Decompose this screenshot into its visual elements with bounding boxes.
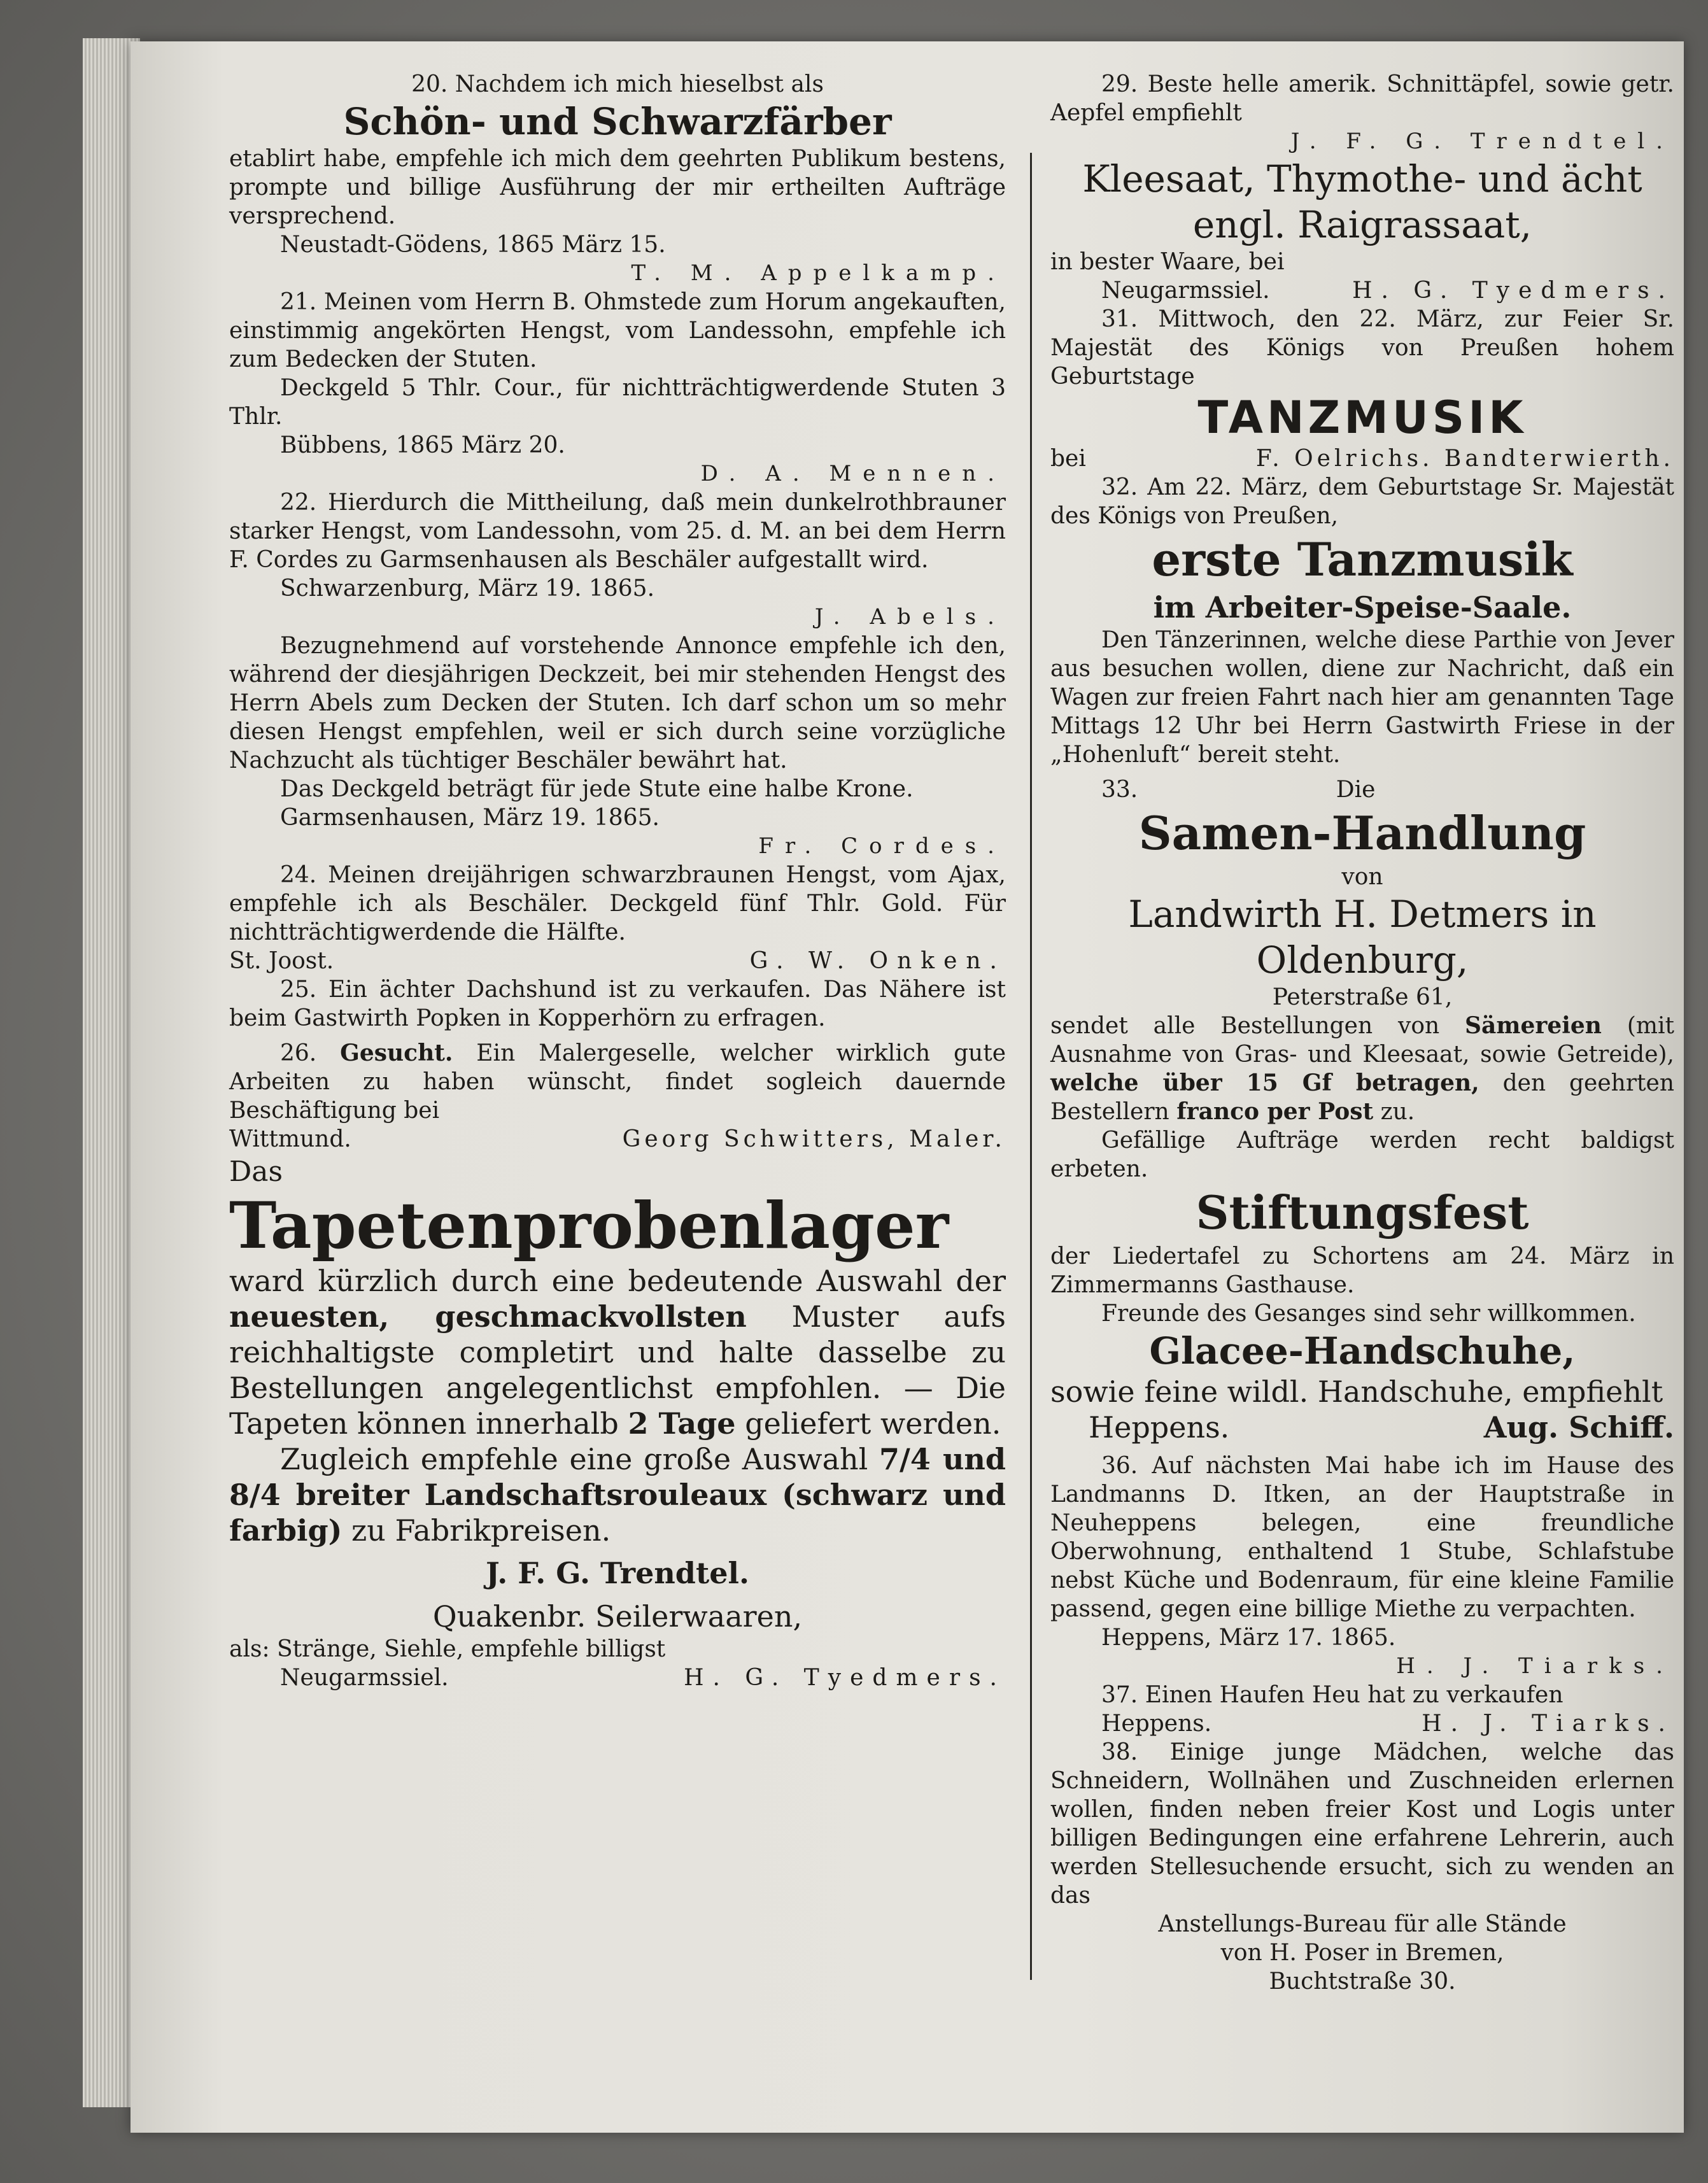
- ad-31-footer: [1050, 444, 1674, 473]
- ad-29-body: 29. Beste helle amerik. Schnittäpfel, sowie getr. Aepfel empfiehlt: [1050, 71, 1674, 126]
- ad-31-bei: bei: [1050, 446, 1086, 472]
- ad-32-title: erste Tanzmusik: [1152, 532, 1573, 586]
- ad-36-signature: H. J. Tiarks.: [1396, 1653, 1674, 1679]
- ad-24-place: St. Joost.: [229, 948, 334, 974]
- ad-24-signature: G. W. Onken.: [749, 948, 1006, 974]
- glacee-body: sowie feine wildl. Handschuhe, empfiehlt: [1050, 1374, 1663, 1409]
- ad-37-footer: [1050, 1709, 1674, 1738]
- ad-29: [1050, 70, 1674, 156]
- ad-25: [229, 975, 1006, 1033]
- ad-33-body-b: (mit Ausnahme von Gras- und Kleesaat, sowie Getreide),: [1050, 1013, 1674, 1068]
- seiler-signature: H. G. Tyedmers.: [684, 1665, 1006, 1691]
- tapeten-das: Das: [229, 1155, 283, 1188]
- stiftungsfest-body: der Liedertafel zu Schortens am 24. März in Zimmermanns Gasthause.: [1050, 1243, 1674, 1298]
- ad-33-body-c: den geehrten Bestellern: [1050, 1070, 1674, 1125]
- ad-31-body: 31. Mittwoch, den 22. März, zur Feier Sr. Majestät des Königs von Preußen hohem Geburtstage: [1050, 306, 1674, 390]
- seiler-body: als: Stränge, Siehle, empfehle billigst: [229, 1636, 666, 1662]
- glacee-footer: [1050, 1409, 1674, 1445]
- ad-33-die: Die: [1336, 777, 1376, 803]
- ad-37: [1050, 1681, 1674, 1738]
- ad-33-von: von: [1341, 864, 1383, 890]
- ad-37-signature: H. J. Tiarks.: [1422, 1711, 1674, 1737]
- ad-33-number: 33.: [1101, 777, 1138, 803]
- ad-37-place: Heppens.: [1101, 1711, 1212, 1737]
- ad-31: [1050, 305, 1674, 473]
- ad-26-place: Wittmund.: [229, 1126, 351, 1152]
- ad-32: [1050, 473, 1674, 769]
- ad-38: [1050, 1738, 1674, 1996]
- ad-22-body: 22. Hierdurch die Mittheilung, daß mein dunkelrothbrauner starker Hengst, vom Landessohn, vom 25. d. M. an bei dem Herrn F. Cordes zu Garmsenhausen als Beschäler aufgestallt wird.: [229, 490, 1006, 573]
- ad-22-fee: Das Deckgeld beträgt für jede Stute eine halbe Krone.: [280, 776, 914, 802]
- ad-kleesaat: [1050, 156, 1674, 305]
- ad-36-place: Heppens, März 17. 1865.: [1101, 1625, 1396, 1651]
- column-divider: [1030, 153, 1032, 1980]
- ad-25-body: 25. Ein ächter Dachshund ist zu verkaufen. Das Nähere ist beim Gastwirth Popken in Kopperhörn zu erfragen.: [229, 977, 1006, 1031]
- ad-38-line2: Anstellungs-Bureau für alle Stände: [1158, 1911, 1567, 1937]
- ad-26: [229, 1039, 1006, 1154]
- left-column: [229, 70, 1006, 1692]
- ad-33-title: Samen-Handlung: [1138, 806, 1586, 860]
- ad-37-body: 37. Einen Haufen Heu hat zu verkaufen: [1101, 1682, 1563, 1708]
- ad-24: [229, 861, 1006, 975]
- tapeten-body: [229, 1263, 1006, 1441]
- ad-20-title: Schön- und Schwarzfärber: [343, 100, 892, 143]
- ad-33-street: Peterstraße 61,: [1272, 984, 1453, 1010]
- ad-22-body2: Bezugnehmend auf vorstehende Annonce empfehle ich den, während der diesjährigen Deckzeit, bei mir stehenden Hengst des Herrn Abels zum Decken der Stuten. Ich darf schon um so mehr diesen Hengst empfehlen, weil er sich durch seine vorzügliche Nachzucht als tüchtiger Beschäler bewährt hat.: [229, 633, 1006, 774]
- ad-33-body-bold1: Sämereien: [1465, 1012, 1602, 1039]
- ad-38-body: 38. Einige junge Mädchen, welche das Schneidern, Wollnähen und Zuschneiden erlernen wollen, finden neben freier Kost und Logis unter billigen Bedingungen eine erfahrene Lehrerin, auch werden Stellesuchende ersucht, sich zu wenden an das: [1050, 1739, 1674, 1909]
- ad-33-head: [1050, 775, 1674, 804]
- seiler-footer: [229, 1664, 1006, 1692]
- tapeten-body-bold: neuesten, geschmackvollsten: [229, 1299, 747, 1334]
- ad-26-body-wrap: [229, 1039, 1006, 1125]
- ad-20: [229, 70, 1006, 288]
- ad-32-sub: im Arbeiter-Speise-Saale.: [1153, 590, 1572, 625]
- ad-33-body2: Gefällige Aufträge werden recht baldigst erbeten.: [1050, 1127, 1674, 1182]
- ad-33: [1050, 775, 1674, 1183]
- ad-22: [229, 488, 1006, 861]
- tapeten-body2-bold: 7/4 und 8/4 breiter Landschaftsrouleaux (schwarz und farbig): [229, 1442, 1006, 1548]
- ad-32-body2: Den Tänzerinnen, welche diese Parthie von Jever aus besuchen wollen, diene zur Nachricht, daß ein Wagen zur freien Fahrt nach hier am genannten Tage Mittags 12 Uhr bei Herrn Gastwirth Friese in der „Hohenluft“ bereit steht.: [1050, 627, 1674, 768]
- ad-22-signature: J. Abels.: [814, 604, 1006, 630]
- glacee-title: Glacee-Handschuhe,: [1149, 1329, 1576, 1373]
- ad-21-body: 21. Meinen vom Herrn B. Ohmstede zum Horum angekauften, einstimmig angekörten Hengst, vom Landessohn, empfehle ich zum Bedecken der Stuten.: [229, 289, 1006, 372]
- ad-glacee: [1050, 1328, 1674, 1445]
- kleesaat-title: Kleesaat, Thymothe- und ächt engl. Raigrassaat,: [1082, 157, 1642, 246]
- ad-29-signature: J. F. G. Trendtel.: [1290, 129, 1674, 154]
- ad-32-body: 32. Am 22. März, dem Geburtstage Sr. Majestät des Königs von Preußen,: [1050, 474, 1674, 529]
- ad-tapeten: [229, 1156, 1006, 1592]
- ad-21: [229, 288, 1006, 488]
- kleesaat-body: in bester Waare, bei: [1050, 249, 1285, 275]
- tapeten-body2-a: Zugleich empfehle eine große Auswahl: [280, 1442, 868, 1476]
- glacee-signature: Aug. Schiff.: [1483, 1410, 1674, 1445]
- right-column: [1050, 70, 1674, 1996]
- tapeten-body2: [229, 1441, 1006, 1548]
- tapeten-title: Tapetenprobenlager: [229, 1188, 949, 1263]
- ad-20-signature: T. M. Appelkamp.: [631, 260, 1006, 286]
- ad-21-fee: Deckgeld 5 Thlr. Cour., für nichtträchtigwerdende Stuten 3 Thlr.: [229, 375, 1006, 430]
- seiler-place: Neugarmssiel.: [280, 1665, 449, 1691]
- ad-26-bold: Gesucht.: [340, 1040, 453, 1066]
- kleesaat-footer: [1050, 276, 1674, 305]
- ad-20-place: Neustadt-Gödens, 1865 März 15.: [280, 232, 666, 258]
- ad-36-body: 36. Auf nächsten Mai habe ich im Hause des Landmanns D. Itken, an der Hauptstraße in Neuheppens belegen, eine freundliche Oberwohnung, enthaltend 1 Stube, Schlafstube nebst Küche und Bodenraum, für eine kleine Familie passend, gegen eine billige Miethe zu verpachten.: [1050, 1453, 1674, 1622]
- ad-33-name: Landwirth H. Detmers in Oldenburg,: [1128, 893, 1597, 982]
- tapeten-body-b: Muster aufs reichhaltigste completirt und halte dasselbe zu Bestellungen angelegentlichst empfohlen. — Die Tapeten können innerhalb: [229, 1299, 1006, 1441]
- ad-stiftungsfest: [1050, 1183, 1674, 1328]
- ad-26-signature: Georg Schwitters, Maler.: [622, 1126, 1006, 1152]
- ad-33-body: [1050, 1012, 1674, 1126]
- seiler-title: Quakenbr. Seilerwaaren,: [432, 1599, 803, 1634]
- ad-21-place: Bübbens, 1865 März 20.: [280, 432, 565, 458]
- ad-24-body: 24. Meinen dreijährigen schwarzbraunen Hengst, vom Ajax, empfehle ich als Beschäler. Deckgeld fünf Thlr. Gold. Für nichtträchtigwerdende die Hälfte.: [229, 862, 1006, 945]
- stiftungsfest-title: Stiftungsfest: [1196, 1185, 1529, 1240]
- tapeten-body-a: ward kürzlich durch eine bedeutende Auswahl der: [229, 1264, 1006, 1298]
- ad-22-place: Schwarzenburg, März 19. 1865.: [280, 576, 655, 602]
- kleesaat-signature: H. G. Tyedmers.: [1352, 278, 1674, 304]
- tapeten-signature: J. F. G. Trendtel.: [486, 1556, 749, 1590]
- tapeten-body2-b: zu Fabrikpreisen.: [351, 1513, 611, 1548]
- ad-21-signature: D. A. Mennen.: [700, 461, 1006, 486]
- tapeten-body-c: geliefert werden.: [745, 1406, 1001, 1441]
- glacee-place: Heppens.: [1089, 1410, 1230, 1445]
- kleesaat-place: Neugarmssiel.: [1101, 278, 1270, 304]
- ad-38-line4: Buchtstraße 30.: [1269, 1968, 1456, 1995]
- ad-33-body-bold2: welche über 15 Gf betragen,: [1050, 1070, 1479, 1096]
- ad-38-line3: von H. Poser in Bremen,: [1220, 1940, 1504, 1966]
- ad-26-body: Ein Malergeselle, welcher wirklich gute Arbeiten zu haben wünscht, findet sogleich dauernde Beschäftigung bei: [229, 1040, 1006, 1124]
- ad-33-body-a: sendet alle Bestellungen von: [1050, 1013, 1440, 1039]
- tapeten-days: 2 Tage: [628, 1406, 736, 1441]
- ad-24-footer: [229, 947, 1006, 975]
- ad-20-body: etablirt habe, empfehle ich mich dem geehrten Publikum bestens, prompte und billige Ausführung der mir ertheilten Aufträge versprechend.: [229, 146, 1006, 229]
- ad-33-body-bold3: franco per Post: [1176, 1098, 1374, 1125]
- ad-26-number: 26.: [280, 1040, 317, 1066]
- ad-seiler: [229, 1598, 1006, 1692]
- ad-33-body-d: zu.: [1380, 1099, 1415, 1125]
- tanzmusik-title: TANZMUSIK: [1197, 392, 1527, 444]
- ad-20-lead: 20. Nachdem ich mich hieselbst als: [411, 71, 824, 97]
- ad-31-signature: F. Oelrichs. Bandterwierth.: [1255, 446, 1674, 472]
- ad-26-footer: [229, 1125, 1006, 1154]
- ad-36: [1050, 1452, 1674, 1681]
- stiftungsfest-body2: Freunde des Gesanges sind sehr willkommen.: [1101, 1301, 1636, 1327]
- ad-22-signature2: Fr. Cordes.: [758, 833, 1006, 859]
- ad-22-place2: Garmsenhausen, März 19. 1865.: [280, 805, 660, 831]
